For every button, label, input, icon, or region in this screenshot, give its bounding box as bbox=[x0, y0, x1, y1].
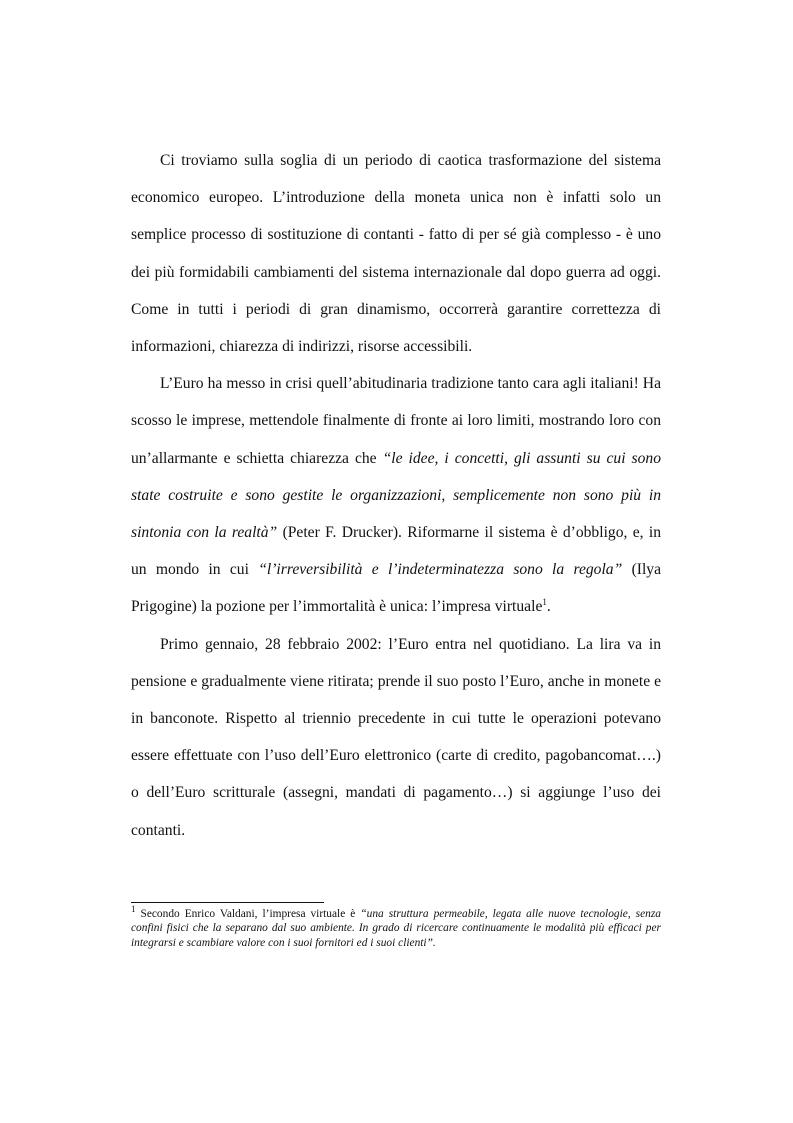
paragraph-3 bbox=[131, 626, 661, 849]
paragraph-2-text-b: (Peter F. Drucker). Riformarne il sistema è d’obbligo, e, in un mondo in cui bbox=[131, 524, 661, 579]
body-text bbox=[131, 142, 661, 849]
paragraph-3-text: Primo gennaio, 28 febbraio 2002: l’Euro entra nel quotidiano. La lira va in pensione e gradualmente viene ritirata; prende il suo posto l’Euro, anche in monete e in banconote. Rispetto al triennio precedente in cui tutte le operazioni potevano essere effettuate con l’uso dell’Euro elettronico (carte di credito, pagobancomat….) o dell’Euro scritturale (assegni, mandati di pagamento…) si aggiunge l’uso dei contanti. bbox=[131, 635, 661, 839]
drucker-quote: “le idee, i concetti, gli assunti su cui sono state costruite e sono gestite le organizzazioni, semplicemente non sono più in sintonia con la realtà” bbox=[131, 449, 661, 542]
paragraph-1-text: Ci troviamo sulla soglia di un periodo di caotica trasformazione del sistema economico europeo. L’introduzione della moneta unica non è infatti solo un semplice processo di sostituzione di contanti - fatto di per sé già complesso - è uno dei più formidabili cambiamenti del sistema internazionale dal dopo guerra ad oggi. Come in tutti i periodi di gran dinamismo, occorrerà garantire correttezza di informazioni, chiarezza di indirizzi, risorse accessibili. bbox=[131, 152, 661, 356]
footnote-separator bbox=[131, 902, 324, 903]
paragraph-2-text-d: . bbox=[546, 598, 551, 616]
footnotes bbox=[131, 904, 661, 950]
footnote-quote: “una struttura permeabile, legata alle nuove tecnologie, senza confini fisici che la separano dal suo ambiente. In grado di ricercare continuamente le modalità più efficaci per integrarsi e scambiare valore con i suoi fornitori ed i suoi clienti”. bbox=[131, 908, 661, 949]
footnote-marker: 1 bbox=[131, 904, 136, 915]
footnote-reference[interactable]: 1 bbox=[542, 597, 547, 608]
paragraph-1 bbox=[131, 142, 661, 365]
paragraph-2-text-c: (Ilya Prigogine) la pozione per l’immortalità è unica: l’impresa virtuale bbox=[131, 561, 662, 616]
footnote-1 bbox=[131, 904, 661, 950]
footnote-lead: Secondo Enrico Valdani, l’impresa virtuale è bbox=[135, 908, 361, 920]
paragraph-2 bbox=[131, 365, 661, 625]
prigogine-quote: “l’irreversibilità e l’indeterminatezza sono la regola” bbox=[258, 561, 623, 579]
paragraph-2-text-a: L’Euro ha messo in crisi quell’abitudinaria tradizione tanto cara agli italiani! Ha scosso le imprese, mettendole finalmente di fronte ai loro limiti, mostrando loro con un’allarmante e schietta chiarezza che bbox=[131, 375, 661, 467]
